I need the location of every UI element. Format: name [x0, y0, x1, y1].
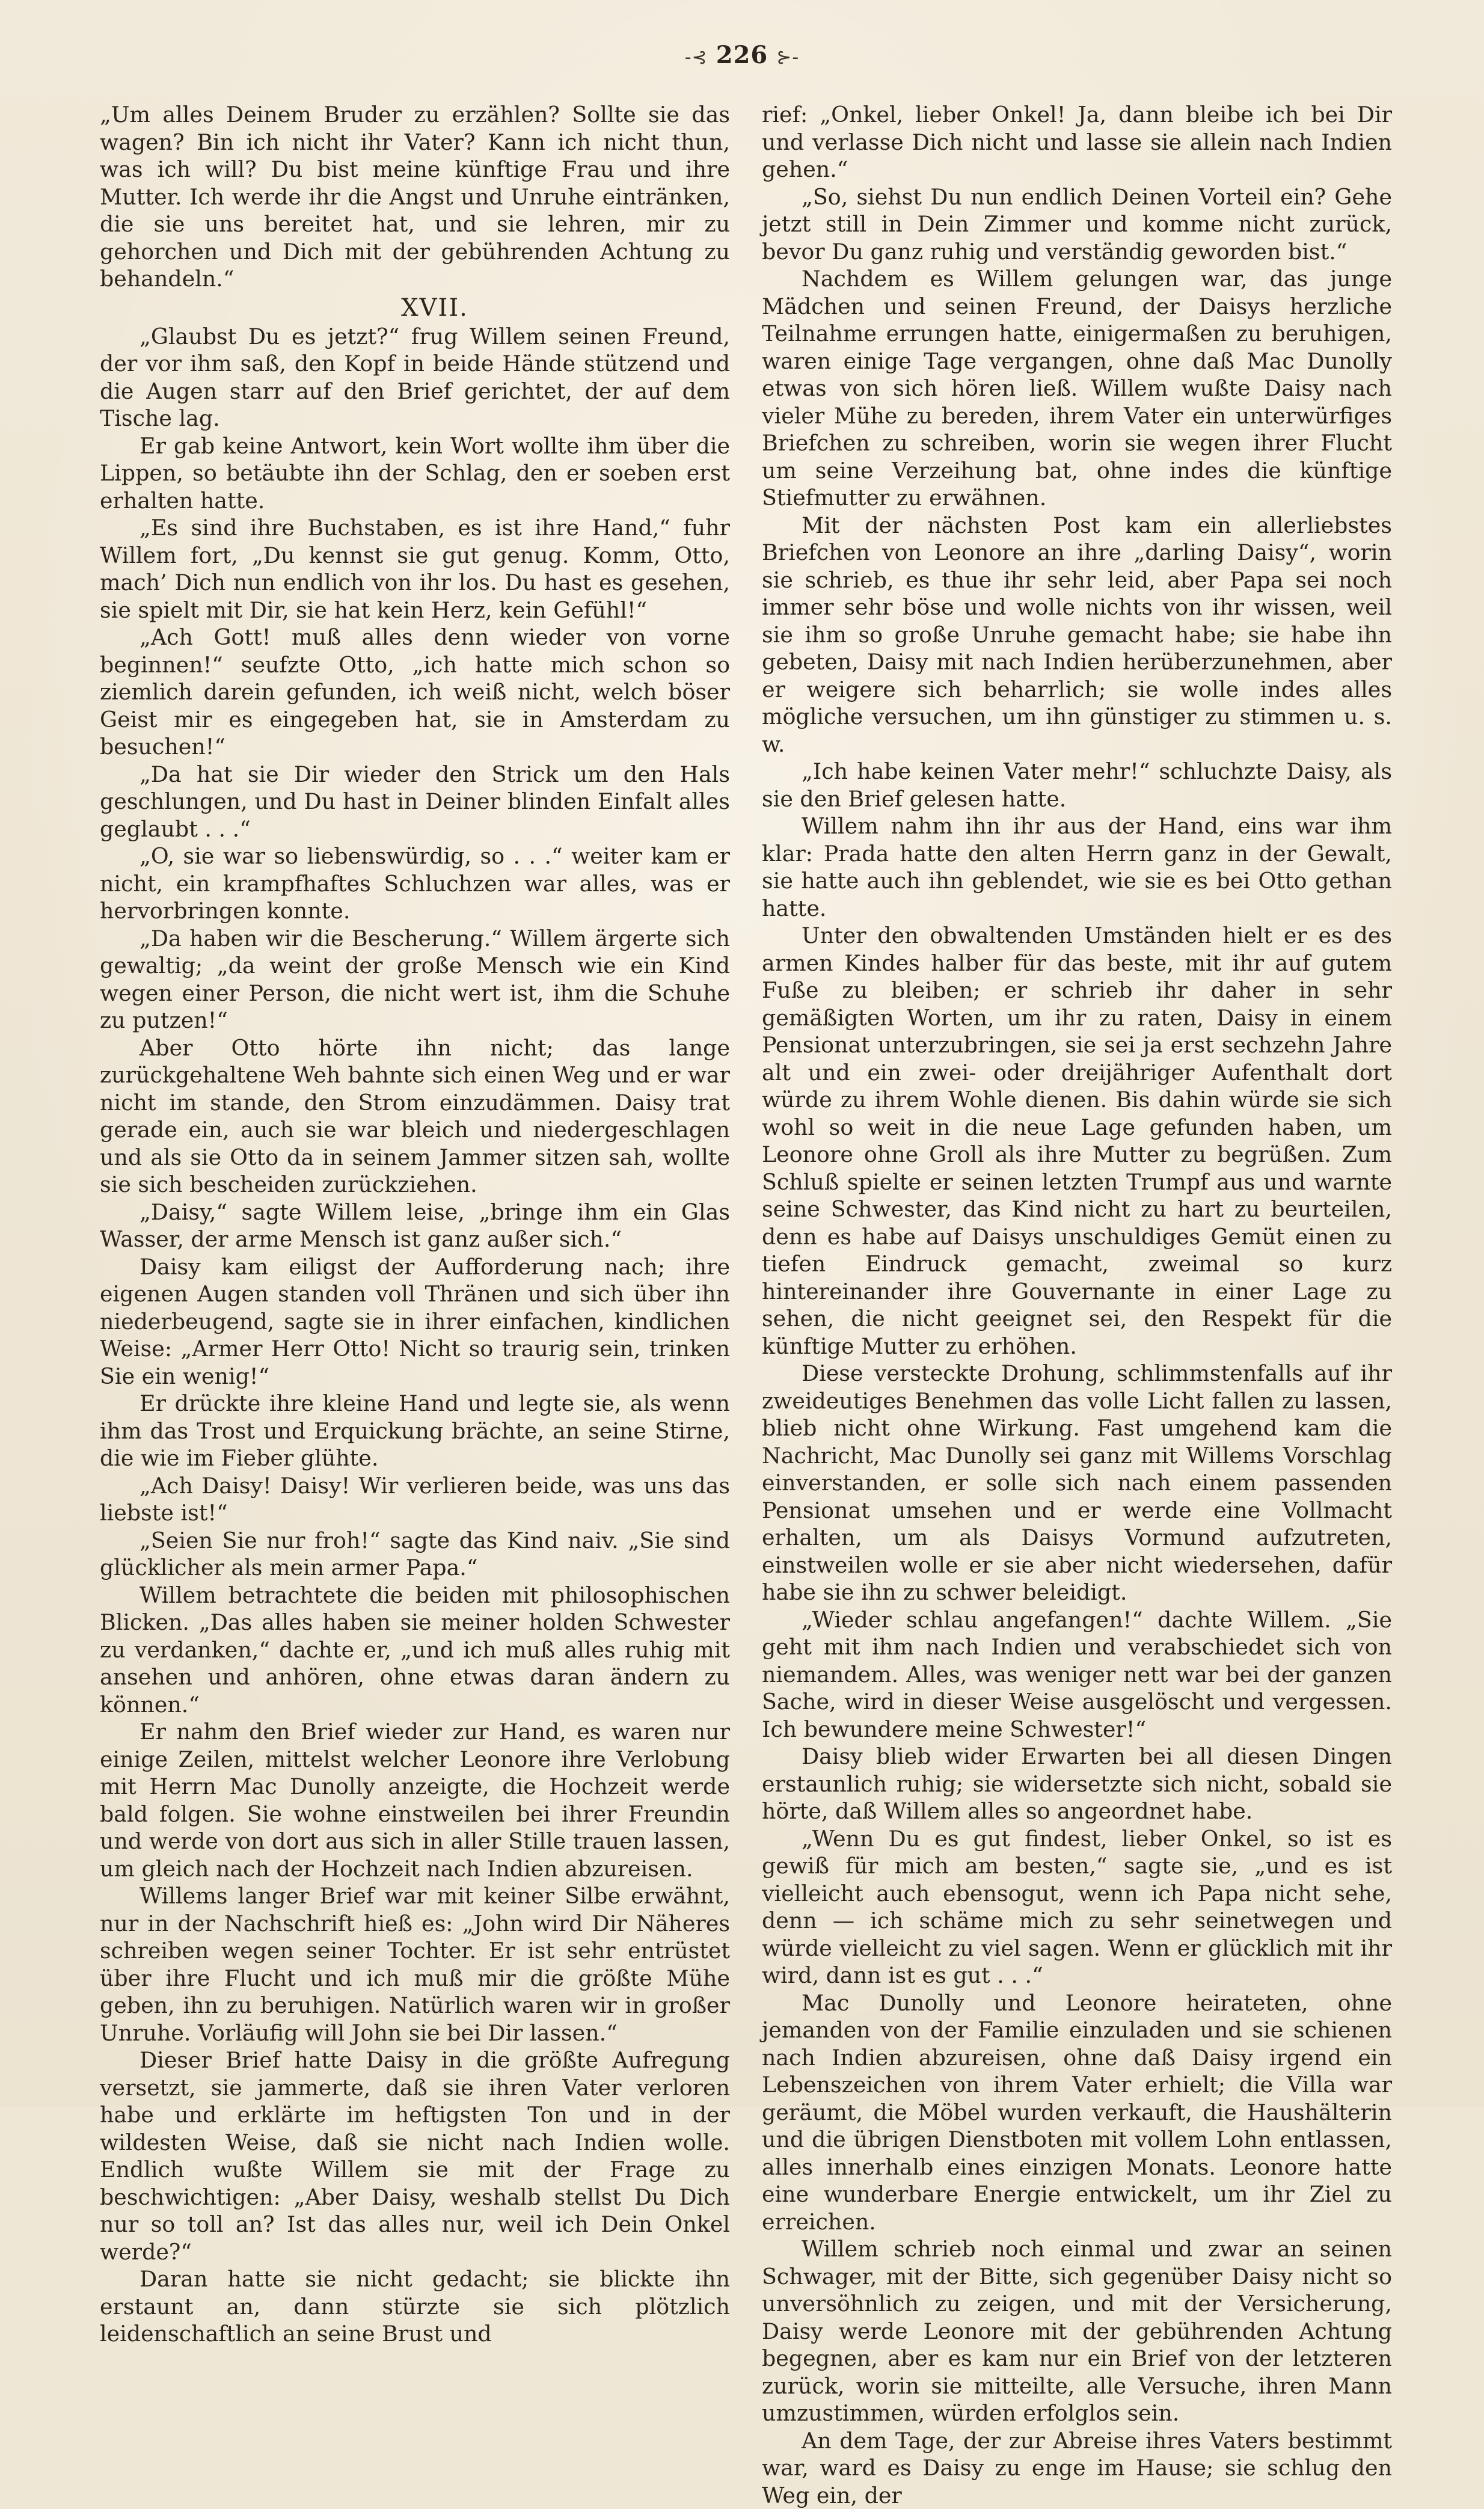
left-ornament-icon: -⊰	[685, 47, 708, 68]
paragraph: „Wenn Du es gut findest, lieber Onkel, so ist es gewiß für mich am besten,“ sagte sie, „und es ist vielleicht auch ebensogut, wenn ich Papa nicht sehe, denn — ich schäme mich zu sehr seinetwegen und würde vielleicht zu viel sagen. Wenn er glücklich mit ihr wird, dann ist es gut . . .“	[762, 1825, 1392, 1989]
paragraph: „O, sie war so liebenswürdig, so . . .“ weiter kam er nicht, ein krampfhaftes Schluchzen war alles, was er hervorbringen konnte.	[100, 843, 730, 925]
paragraph: Mac Dunolly und Leonore heirateten, ohne jemanden von der Familie einzuladen und sie schienen nach Indien abzureisen, ohne daß Daisy irgend ein Lebenszeichen von ihrem Vater erhielt; die Villa war geräumt, die Möbel wurden verkauft, die Haushälterin und die übrigen Dienstboten mit vollem Lohn entlassen, alles innerhalb eines einzigen Monats. Leonore hatte eine wunderbare Energie entwickelt, um ihr Ziel zu erreichen.	[762, 1989, 1392, 2236]
paragraph: Nachdem es Willem gelungen war, das junge Mädchen und seinen Freund, der Daisys herzliche Teilnahme errungen hatte, einigermaßen zu beruhigen, waren einige Tage vergangen, ohne daß Mac Dunolly etwas von sich hören ließ. Willem wußte Daisy nach vieler Mühe zu bereden, ihrem Vater ein unterwürfiges Briefchen zu schreiben, worin sie wegen ihrer Flucht um seine Verzeihung bat, ohne indes die künftige Stiefmutter zu erwähnen.	[762, 265, 1392, 512]
paragraph: Willems langer Brief war mit keiner Silbe erwähnt, nur in der Nachschrift hieß es: „John wird Dir Näheres schreiben wegen seiner Tochter. Er ist sehr entrüstet über ihre Flucht und ich muß mir die größte Mühe geben, ihn zu beruhigen. Natürlich waren wir in großer Unruhe. Vorläufig will John sie bei Dir lassen.“	[100, 1882, 730, 2047]
paragraph: Daisy blieb wider Erwarten bei all diesen Dingen erstaunlich ruhig; sie widersetzte sich nicht, sobald sie hörte, daß Willem alles so angeordnet habe.	[762, 1743, 1392, 1825]
paragraph: „Wieder schlau angefangen!“ dachte Willem. „Sie geht mit ihm nach Indien und verabschiedet sich von niemandem. Alles, was weniger nett war bei der ganzen Sache, wird in dieser Weise ausgelöscht und vergessen. Ich bewundere meine Schwester!“	[762, 1606, 1392, 1743]
paragraph: „Da hat sie Dir wieder den Strick um den Hals geschlungen, und Du hast in Deiner blinden Einfalt alles geglaubt . . .“	[100, 761, 730, 843]
paragraph: rief: „Onkel, lieber Onkel! Ja, dann bleibe ich bei Dir und verlasse Dich nicht und lasse sie allein nach Indien gehen.“	[762, 101, 1392, 183]
paragraph: Dieser Brief hatte Daisy in die größte Aufregung versetzt, sie jammerte, daß sie ihren Vater verloren habe und erklärte im heftigsten Ton und in der wildesten Weise, daß sie nicht nach Indien wolle. Endlich wußte Willem sie mit der Frage zu beschwichtigen: „Aber Daisy, weshalb stellst Du Dich nur so toll an? Ist das alles nur, weil ich Dein Onkel werde?“	[100, 2047, 730, 2265]
running-header	[0, 37, 1484, 73]
paragraph: „Es sind ihre Buchstaben, es ist ihre Hand,“ fuhr Willem fort, „Du kennst sie gut genug. Komm, Otto, mach’ Dich nun endlich von ihr los. Du hast es gesehen, sie spielt mit Dir, sie hat kein Herz, kein Gefühl!“	[100, 514, 730, 624]
paragraph: Daran hatte sie nicht gedacht; sie blickte ihn erstaunt an, dann stürzte sie sich plötzlich leidenschaftlich an seine Brust und	[100, 2265, 730, 2348]
left-column	[100, 101, 730, 2092]
paragraph: Mit der nächsten Post kam ein allerliebstes Briefchen von Leonore an ihre „darling Daisy“, worin sie schrieb, es thue ihr sehr leid, aber Papa sei noch immer sehr böse und wolle nichts von ihr wissen, weil sie ihm so große Unruhe gemacht habe; sie habe ihn gebeten, Daisy mit nach Indien herüberzunehmen, aber er weigere sich beharrlich; sie wolle indes alles mögliche versuchen, um ihn günstiger zu stimmen u. s. w.	[762, 512, 1392, 758]
right-column	[762, 101, 1392, 2092]
paragraph: „Da haben wir die Bescherung.“ Willem ärgerte sich gewaltig; „da weint der große Mensch wie ein Kind wegen einer Person, die nicht wert ist, ihm die Schuhe zu putzen!“	[100, 925, 730, 1034]
paragraph: Diese versteckte Drohung, schlimmstenfalls auf ihr zweideutiges Benehmen das volle Licht fallen zu lassen, blieb nicht ohne Wirkung. Fast umgehend kam die Nachricht, Mac Dunolly sei ganz mit Willems Vorschlag einverstanden, er solle sich nach einem passenden Pensionat umsehen und er werde eine Vollmacht erhalten, um als Daisys Vormund aufzutreten, einstweilen wolle er sie aber nicht wiedersehen, dafür habe sie ihn zu schwer beleidigt.	[762, 1360, 1392, 1606]
paragraph: „Seien Sie nur froh!“ sagte das Kind naiv. „Sie sind glücklicher als mein armer Papa.“	[100, 1527, 730, 1582]
paragraph: „Ich habe keinen Vater mehr!“ schluchzte Daisy, als sie den Brief gelesen hatte.	[762, 758, 1392, 812]
paragraph: Willem nahm ihn ihr aus der Hand, eins war ihm klar: Prada hatte den alten Herrn ganz in der Gewalt, sie hatte auch ihn geblendet, wie sie es bei Otto gethan hatte.	[762, 812, 1392, 922]
chapter-heading: XVII.	[100, 293, 730, 323]
paragraph: Aber Otto hörte ihn nicht; das lange zurückgehaltene Weh bahnte sich einen Weg und er war nicht im stande, den Strom einzudämmen. Daisy trat gerade ein, auch sie war bleich und niedergeschlagen und als sie Otto da in seinem Jammer sitzen sah, wollte sie sich bescheiden zurückziehen.	[100, 1034, 730, 1199]
right-ornament-icon: ⊱-	[776, 47, 799, 68]
paragraph: Er gab keine Antwort, kein Wort wollte ihm über die Lippen, so betäubte ihn der Schlag, den er soeben erst erhalten hatte.	[100, 432, 730, 515]
page-number: 226	[716, 41, 768, 69]
paragraph: „Daisy,“ sagte Willem leise, „bringe ihm ein Glas Wasser, der arme Mensch ist ganz außer sich.“	[100, 1199, 730, 1253]
paragraph: „So, siehst Du nun endlich Deinen Vorteil ein? Gehe jetzt still in Dein Zimmer und komme nicht zurück, bevor Du ganz ruhig und verständig geworden bist.“	[762, 183, 1392, 266]
paragraph: „Ach Gott! muß alles denn wieder von vorne beginnen!“ seufzte Otto, „ich hatte mich schon so ziemlich darein gefunden, ich weiß nicht, welch böser Geist mir es eingegeben hat, sie in Amsterdam zu besuchen!“	[100, 624, 730, 761]
paragraph: Daisy kam eiligst der Aufforderung nach; ihre eigenen Augen standen voll Thränen und sich über ihn niederbeugend, sagte sie in ihrer einfachen, kindlichen Weise: „Armer Herr Otto! Nicht so traurig sein, trinken Sie ein wenig!“	[100, 1253, 730, 1390]
paragraph: Er drückte ihre kleine Hand und legte sie, als wenn ihm das Trost und Erquickung brächte, an seine Stirne, die wie im Fieber glühte.	[100, 1390, 730, 1472]
paragraph: „Ach Daisy! Daisy! Wir verlieren beide, was uns das liebste ist!“	[100, 1472, 730, 1527]
paragraph: An dem Tage, der zur Abreise ihres Vaters bestimmt war, ward es Daisy zu enge im Hause; sie schlug den Weg ein, der	[762, 2427, 1392, 2509]
paragraph: Willem schrieb noch einmal und zwar an seinen Schwager, mit der Bitte, sich gegenüber Daisy nicht so unversöhnlich zu zeigen, und mit der Versicherung, Daisy werde Leonore mit der gebührenden Achtung begegnen, aber es kam nur ein Brief von der letzteren zurück, worin sie mitteilte, alle Versuche, ihren Mann umzustimmen, würden erfolglos sein.	[762, 2235, 1392, 2427]
paragraph: Unter den obwaltenden Umständen hielt er es des armen Kindes halber für das beste, mit ihr auf gutem Fuße zu bleiben; er schrieb ihr daher in sehr gemäßigten Worten, um ihr zu raten, Daisy in einem Pensionat unterzubringen, sie sei ja erst sechzehn Jahre alt und ein zwei- oder dreijähriger Aufenthalt dort würde zu ihrem Wohle dienen. Bis dahin würde sie sich wohl so weit in die neue Lage gefunden haben, um Leonore ohne Groll als ihre Mutter zu begrüßen. Zum Schluß spielte er seinen letzten Trumpf aus und warnte seine Schwester, das Kind nicht zu hart zu beurteilen, denn es habe auf Daisys unschuldiges Gemüt einen zu tiefen Eindruck gemacht, zweimal so kurz hintereinander ihre Gouvernante in einer Lage zu sehen, die nicht geeignet sei, den Respekt für die künftige Mutter zu erhöhen.	[762, 922, 1392, 1360]
paragraph: Willem betrachtete die beiden mit philosophischen Blicken. „Das alles haben sie meiner holden Schwester zu verdanken,“ dachte er, „und ich muß alles ruhig mit ansehen und anhören, ohne etwas daran ändern zu können.“	[100, 1582, 730, 1719]
paragraph: „Um alles Deinem Bruder zu erzählen? Sollte sie das wagen? Bin ich nicht ihr Vater? Kann ich nicht thun, was ich will? Du bist meine künftige Frau und ihre Mutter. Ich werde ihr die Angst und Unruhe eintränken, die sie uns bereitet hat, und sie lehren, mir zu gehorchen und Dich mit der gebührenden Achtung zu behandeln.“	[100, 101, 730, 293]
paragraph: „Glaubst Du es jetzt?“ frug Willem seinen Freund, der vor ihm saß, den Kopf in beide Hände stützend und die Augen starr auf den Brief gerichtet, der auf dem Tische lag.	[100, 323, 730, 432]
paragraph: Er nahm den Brief wieder zur Hand, es waren nur einige Zeilen, mittelst welcher Leonore ihre Verlobung mit Herrn Mac Dunolly anzeigte, die Hochzeit werde bald folgen. Sie wohne einstweilen bei ihrer Freundin und werde von dort aus sich in aller Stille trauen lassen, um gleich nach der Hochzeit nach Indien abzureisen.	[100, 1718, 730, 1882]
